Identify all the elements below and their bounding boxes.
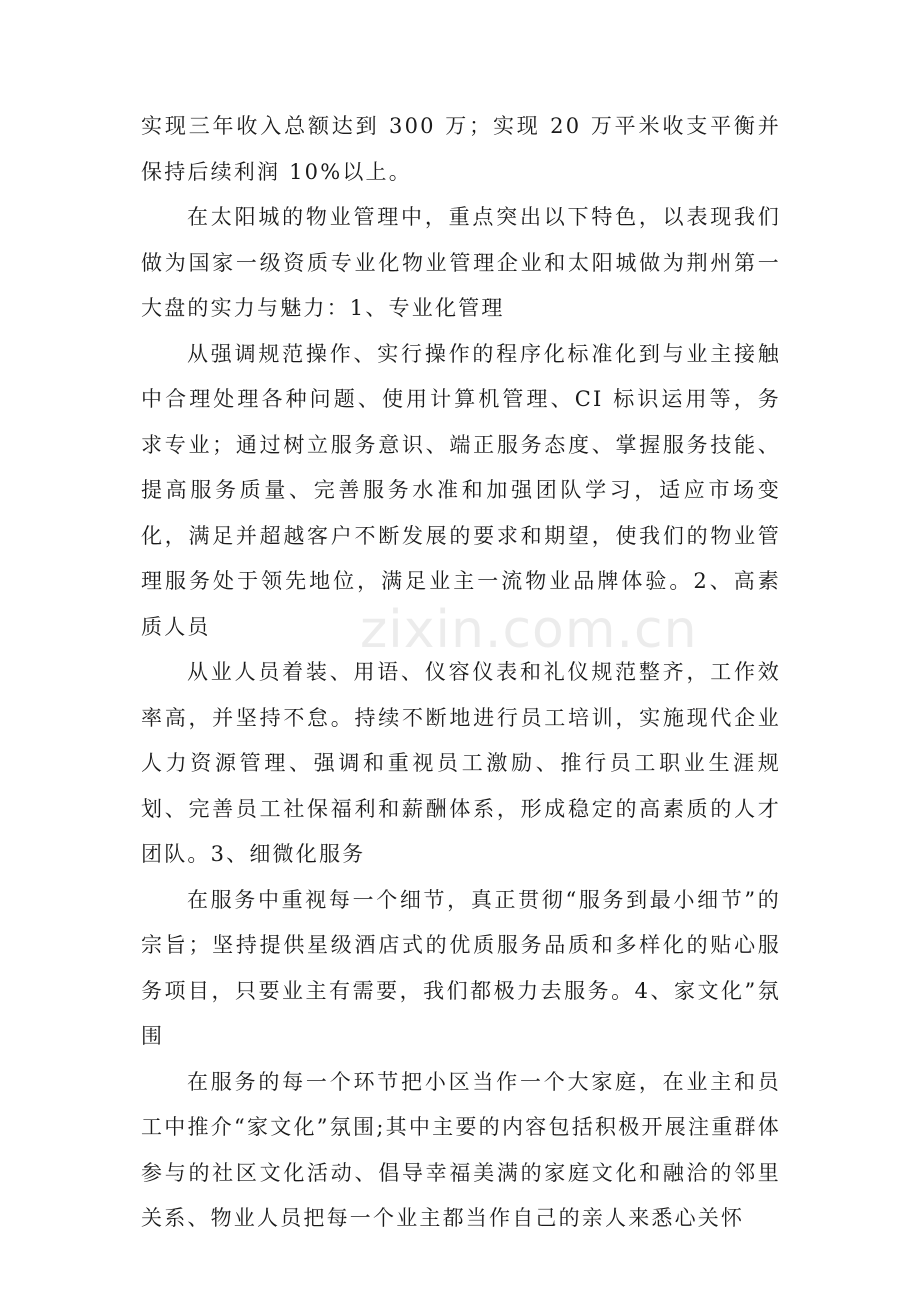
paragraph-4: 从业人员着装、用语、仪容仪表和礼仪规范整齐，工作效率高，并坚持不怠。持续不断地进行员工培训，实施现代企业人力资源管理、强调和重视员工激励、推行员工职业生涯规划、完善员工社保福利和薪酬体系，形成稳定的高素质的人才团队。3、细微化服务 — [141, 660, 781, 866]
paragraph-1: 实现三年收入总额达到 300 万；实现 20 万平米收支平衡并保持后续利润 10%以上。 — [141, 114, 781, 184]
paragraph-3: 从强调规范操作、实行操作的程序化标准化到与业主接触中合理处理各种问题、使用计算机管理、CI 标识运用等，务求专业；通过树立服务意识、端正服务态度、掌握服务技能、提高服务质量、完善服务水准和加强团队学习，适应市场变化，满足并超越客户不断发展的要求和期望，使我们的物业管理服务处于领先地位，满足业主一流物业品牌体验。2、高素质人员 — [141, 341, 781, 639]
watermark-text: zixin.com.cn — [360, 600, 698, 660]
paragraph-5: 在服务中重视每一个细节，真正贯彻“服务到最小细节”的宗旨；坚持提供星级酒店式的优质服务品质和多样化的贴心服务项目，只要业主有需要，我们都极力去服务。4、家文化”氛围 — [141, 887, 781, 1048]
document-body — [141, 104, 781, 1242]
paragraph-6: 在服务的每一个环节把小区当作一个大家庭，在业主和员工中推介“家文化”氛围;其中主要的内容包括积极开展注重群体参与的社区文化活动、倡导幸福美满的家庭文化和融洽的邻里关系、物业人员把每一个业主都当作自己的亲人来悉心关怀 — [141, 1069, 781, 1230]
paragraph-2: 在太阳城的物业管理中，重点突出以下特色，以表现我们做为国家一级资质专业化物业管理企业和太阳城做为荆州第一大盘的实力与魅力：1、专业化管理 — [141, 205, 781, 320]
